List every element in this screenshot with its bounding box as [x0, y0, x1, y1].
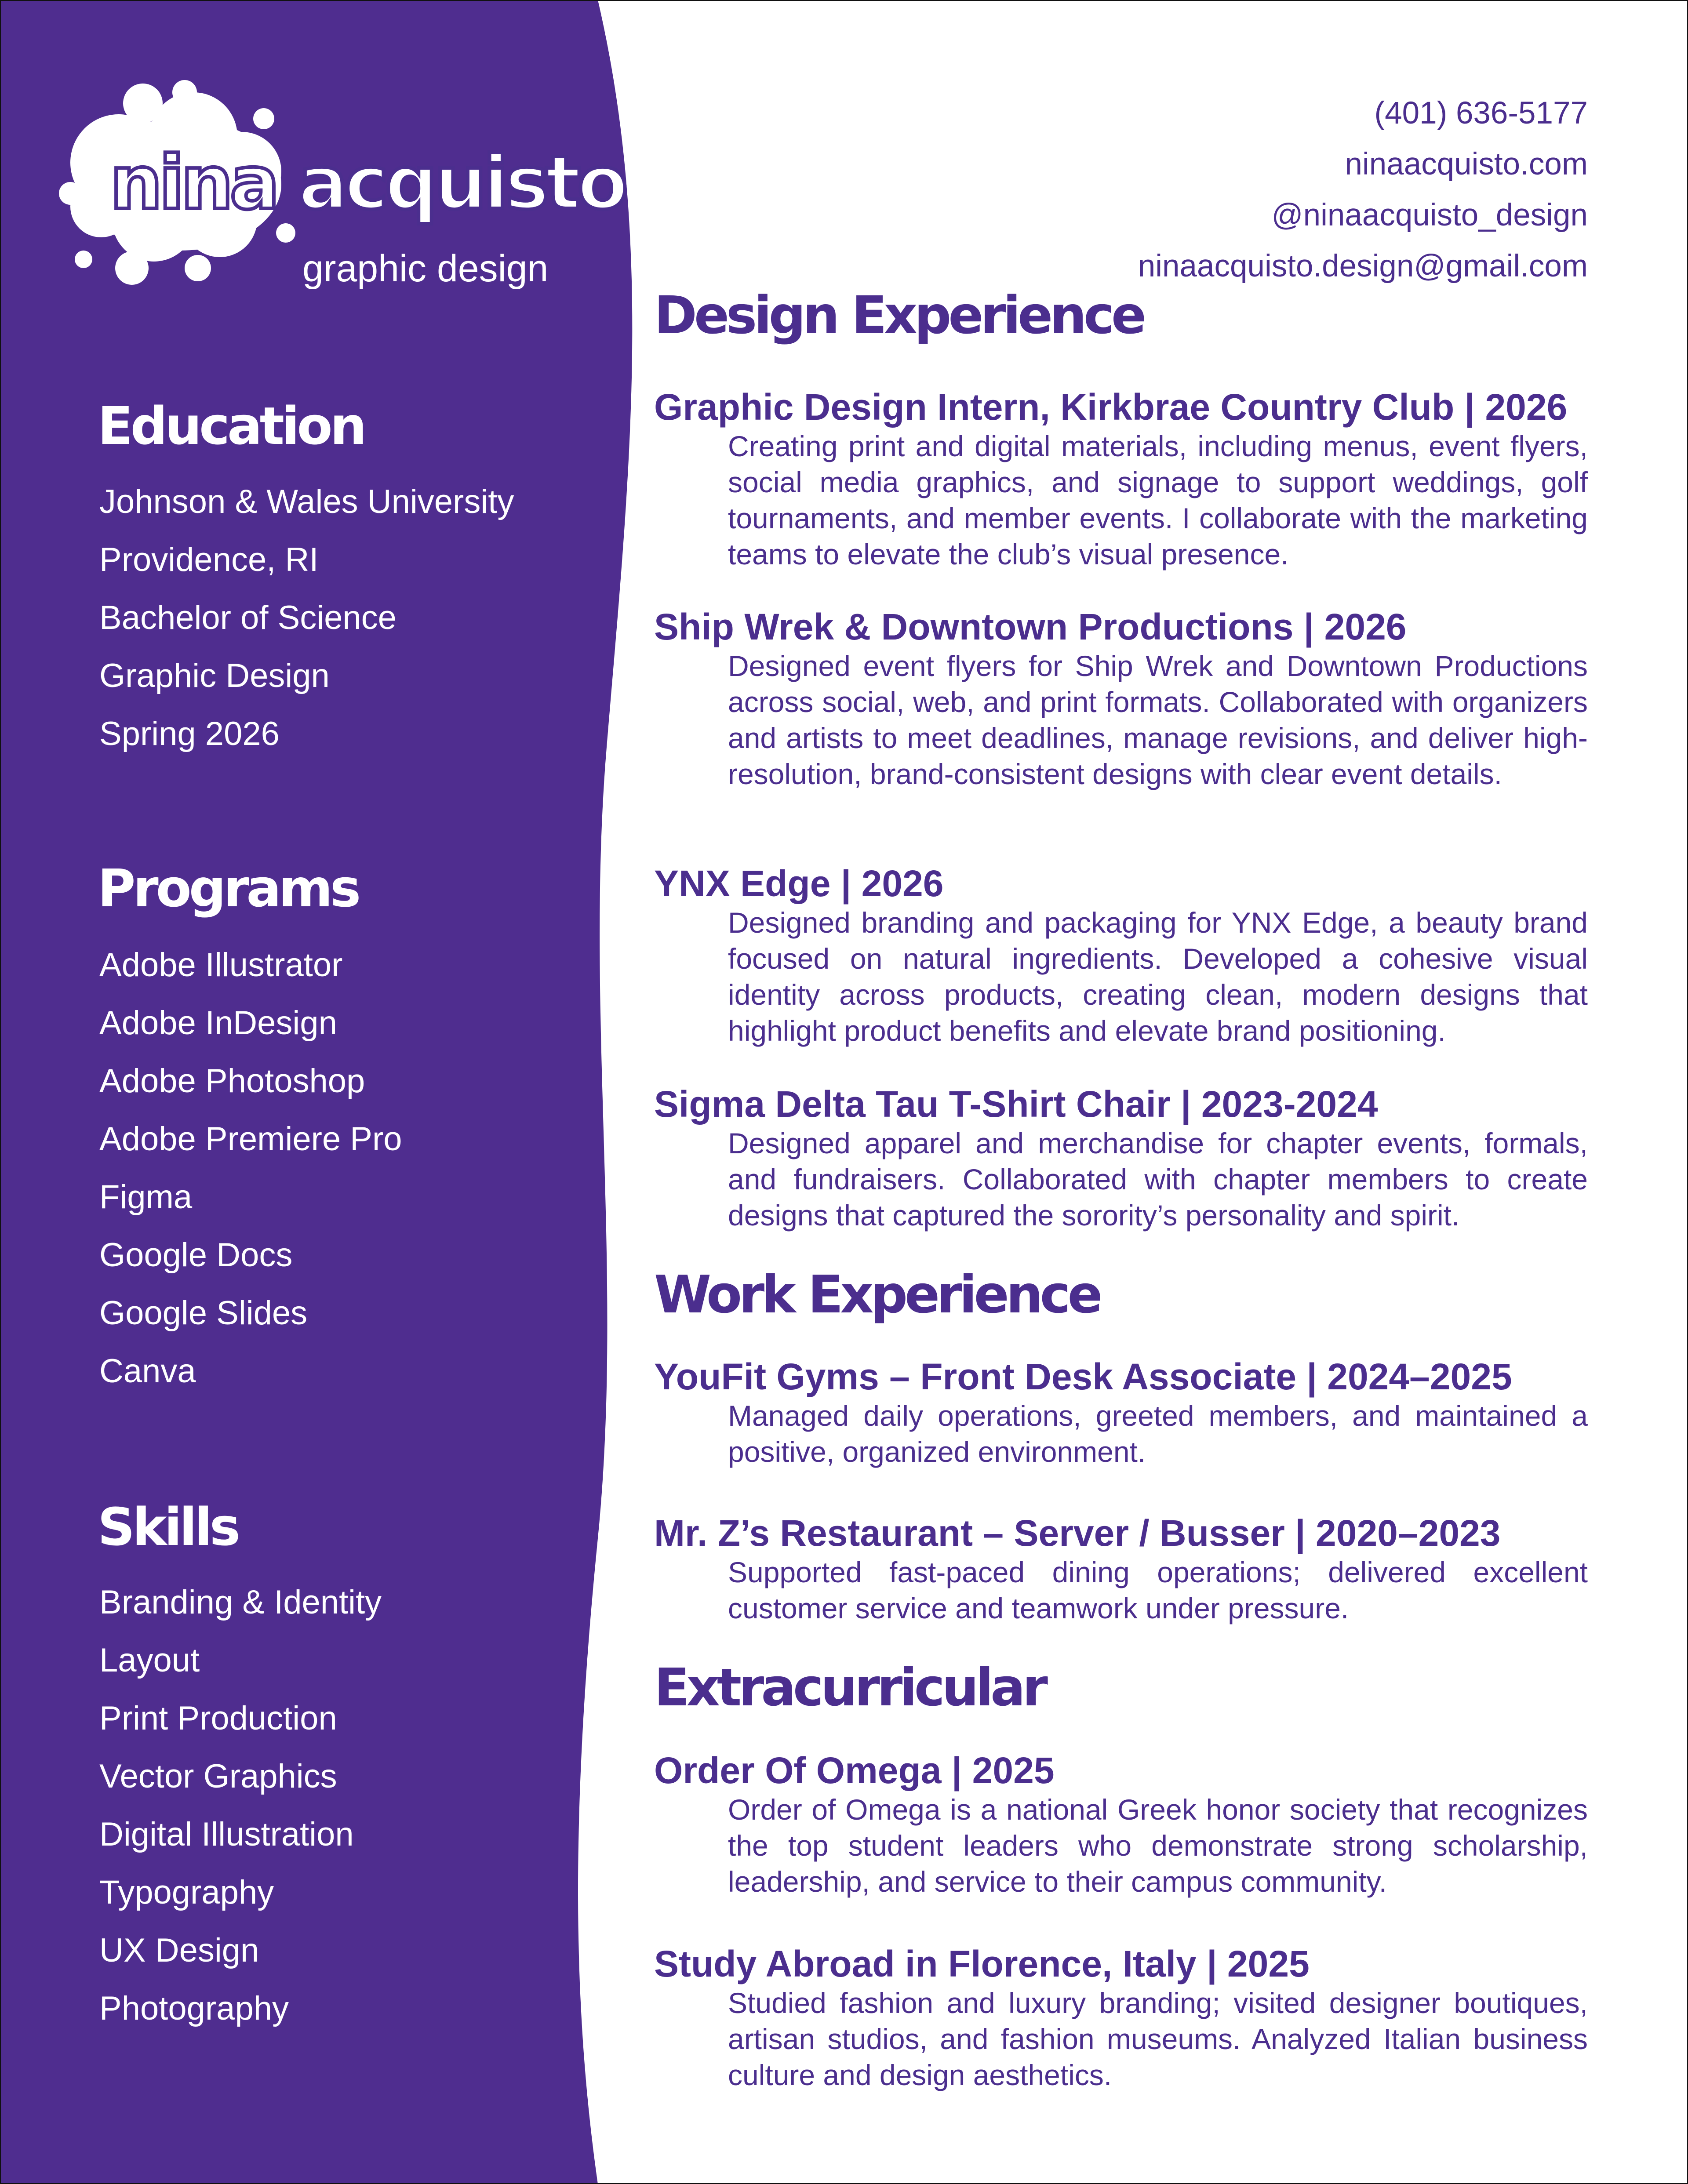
experience-entry: [654, 1083, 1588, 1233]
contact-website: ninaacquisto.com: [1345, 147, 1588, 182]
logo-name: nina acquisto: [110, 140, 625, 226]
skills-heading: Skills: [98, 1497, 238, 1557]
program-item: Adobe Premiere Pro: [99, 1120, 402, 1158]
education-item: Johnson & Wales University: [99, 483, 514, 520]
programs-heading: Programs: [98, 858, 359, 919]
skill-item: Print Production: [99, 1700, 337, 1737]
experience-entry: [654, 606, 1588, 792]
entry-description: Supported fast-paced dining operations; delivered excellent customer service and teamwork under pressure.: [728, 1556, 1588, 1624]
program-item: Adobe InDesign: [99, 1004, 337, 1042]
programs-list: [99, 936, 402, 1400]
program-item: Google Docs: [99, 1236, 293, 1274]
education-list: [99, 473, 514, 763]
extracurricular-entry: [654, 1943, 1588, 2093]
education-item: Providence, RI: [99, 541, 319, 578]
entry-description: Designed branding and packaging for YNX Edge, a beauty brand focused on natural ingredients. Developed a cohesive visual identity across products, creating clean, modern designs that highlight product benefits and elevate brand positioning.: [728, 906, 1588, 1047]
entry-title: Mr. Z’s Restaurant – Server / Busser | 2020–2023: [654, 1512, 1501, 1554]
experience-entry: [654, 862, 1588, 1049]
extracurricular-heading: Extracurricular: [654, 1657, 1045, 1718]
experience-entry: [654, 386, 1588, 572]
skill-item: UX Design: [99, 1932, 259, 1969]
contact-handle: @ninaacquisto_design: [1271, 198, 1588, 233]
education-item: Bachelor of Science: [99, 599, 397, 636]
entry-title: Ship Wrek & Downtown Productions | 2026: [654, 606, 1407, 647]
contact-phone: (401) 636-5177: [1374, 96, 1588, 131]
program-item: Google Slides: [99, 1294, 308, 1332]
skill-item: Vector Graphics: [99, 1758, 337, 1795]
program-item: Canva: [99, 1352, 196, 1390]
entry-title: Order Of Omega | 2025: [654, 1750, 1055, 1791]
skill-item: Branding & Identity: [99, 1584, 382, 1621]
entry-description: Managed daily operations, greeted members, and maintained a positive, organized environment.: [728, 1399, 1588, 1468]
entry-title: Study Abroad in Florence, Italy | 2025: [654, 1943, 1310, 1984]
skill-item: Layout: [99, 1642, 200, 1679]
experience-entry: [654, 1355, 1588, 1470]
skills-list: [99, 1573, 382, 2038]
skill-item: Digital Illustration: [99, 1816, 354, 1853]
entry-description: Order of Omega is a national Greek honor society that recognizes the top student leaders who demonstrate strong scholarship, leadership, and service to their campus community.: [728, 1793, 1588, 1898]
work-experience-heading: Work Experience: [654, 1264, 1100, 1325]
contact-email: ninaacquisto.design@gmail.com: [1138, 249, 1588, 283]
entry-title: YouFit Gyms – Front Desk Associate | 2024–2025: [654, 1356, 1512, 1397]
education-item: Graphic Design: [99, 657, 330, 694]
program-item: Adobe Illustrator: [99, 946, 343, 984]
entry-title: YNX Edge | 2026: [654, 863, 944, 904]
program-item: Adobe Photoshop: [99, 1062, 365, 1100]
education-heading: Education: [98, 396, 364, 456]
extracurricular-entry: [654, 1749, 1588, 1900]
entry-description: Designed apparel and merchandise for chapter events, formals, and fundraisers. Collaborated with chapter members to create designs that captured the sorority’s personality and spirit.: [728, 1127, 1588, 1232]
entry-title: Sigma Delta Tau T-Shirt Chair | 2023-2024: [654, 1083, 1378, 1125]
entry-description: Designed event flyers for Ship Wrek and Downtown Productions across social, web, and print formats. Collaborated with organizers and artists to meet deadlines, manage revisions, and deliver high-resolution, brand-consistent designs with clear event details.: [728, 650, 1588, 790]
experience-entry: [654, 1512, 1588, 1626]
program-item: Figma: [99, 1178, 193, 1216]
skill-item: Photography: [99, 1990, 289, 2027]
logo-subtitle: graphic design: [302, 247, 549, 290]
design-experience-heading: Design Experience: [654, 285, 1144, 345]
entry-description: Studied fashion and luxury branding; visited designer boutiques, artisan studios, and fashion museums. Analyzed Italian business culture and design aesthetics.: [728, 1987, 1588, 2091]
skill-item: Typography: [99, 1874, 274, 1911]
contact-block: [1138, 88, 1588, 292]
entry-description: Creating print and digital materials, including menus, event flyers, social media graphics, and signage to support weddings, golf tournaments, and member events. I collaborate with the marketing teams to elevate the club’s visual presence.: [728, 430, 1588, 571]
entry-title: Graphic Design Intern, Kirkbrae Country Club | 2026: [654, 386, 1568, 428]
education-item: Spring 2026: [99, 715, 280, 752]
